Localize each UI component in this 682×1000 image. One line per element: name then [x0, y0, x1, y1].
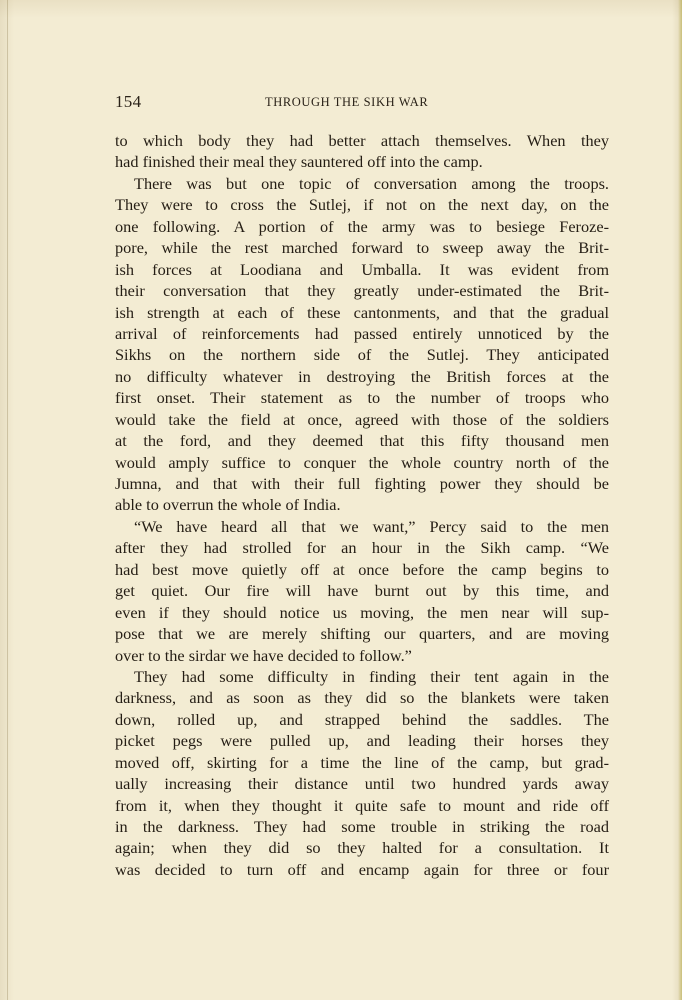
text-line: moved off, skirting for a time the line of the camp, but grad-	[115, 752, 609, 772]
running-head	[115, 92, 609, 114]
text-line: again; when they did so they halted for a consultation. It	[115, 838, 609, 858]
text-line: They were to cross the Sutlej, if not on the next day, on the	[115, 195, 609, 215]
text-line: ish strength at each of these cantonments, and that the gradual	[115, 302, 609, 322]
text-line: They had some difficulty in finding their tent again in the	[134, 666, 609, 686]
text-line: from it, when they thought it quite safe to mount and ride off	[115, 795, 609, 815]
text-line: would amply suffice to conquer the whole country north of the	[115, 452, 609, 472]
text-line: even if they should notice us moving, the men near will sup-	[115, 602, 609, 622]
text-line: their conversation that they greatly under-estimated the Brit-	[115, 281, 609, 301]
page-gutter-shadow	[7, 0, 8, 1000]
page-edge-tint	[678, 0, 682, 1000]
text-line: at the ford, and they deemed that this fifty thousand men	[115, 431, 609, 451]
text-line: first onset. Their statement as to the number of troops who	[115, 388, 609, 408]
text-line: in the darkness. They had some trouble in striking the road	[115, 817, 609, 836]
text-line: picket pegs were pulled up, and leading their horses they	[115, 731, 609, 751]
text-line: after they had strolled for an hour in the Sikh camp. “We	[115, 538, 609, 558]
text-line: Jumna, and that with their full fighting power they should be	[115, 474, 609, 493]
text-line: Sikhs on the northern side of the Sutlej. They anticipated	[115, 345, 609, 365]
text-line: would take the field at once, agreed with those of the soldiers	[115, 409, 609, 429]
text-line: over to the sirdar we have decided to follow.”	[115, 645, 412, 665]
body-text	[115, 130, 609, 880]
text-line: pose that we are merely shifting our quarters, and are moving	[115, 624, 609, 644]
text-line: There was but one topic of conversation among the troops.	[134, 173, 609, 193]
text-line: arrival of reinforcements had passed entirely unnoticed by the	[115, 323, 609, 343]
page-number: 154	[115, 92, 142, 111]
text-line: ish forces at Loodiana and Umballa. It was evident from	[115, 259, 609, 279]
text-line: was decided to turn off and encamp again for three or four	[115, 859, 609, 879]
text-line: no difficulty whatever in destroying the British forces at the	[115, 366, 609, 386]
text-line: one following. A portion of the army was to besiege Feroze-	[115, 216, 609, 236]
text-line: “We have heard all that we want,” Percy said to the men	[134, 516, 609, 536]
text-line: ually increasing their distance until two hundred yards away	[115, 774, 609, 794]
running-title: THROUGH THE SIKH WAR	[265, 95, 429, 109]
text-line: down, rolled up, and strapped behind the saddles. The	[115, 709, 609, 729]
text-line: had finished their meal they sauntered off into the camp.	[115, 152, 483, 172]
text-line: to which body they had better attach themselves. When they	[115, 131, 609, 150]
text-line: darkness, and as soon as they did so the blankets were taken	[115, 688, 609, 708]
text-line: pore, while the rest marched forward to sweep away the Brit-	[115, 238, 609, 258]
text-line: get quiet. Our fire will have burnt out by this time, and	[115, 581, 609, 601]
text-line: able to overrun the whole of India.	[115, 495, 341, 515]
text-line: had best move quietly off at once before the camp begins to	[115, 559, 609, 579]
